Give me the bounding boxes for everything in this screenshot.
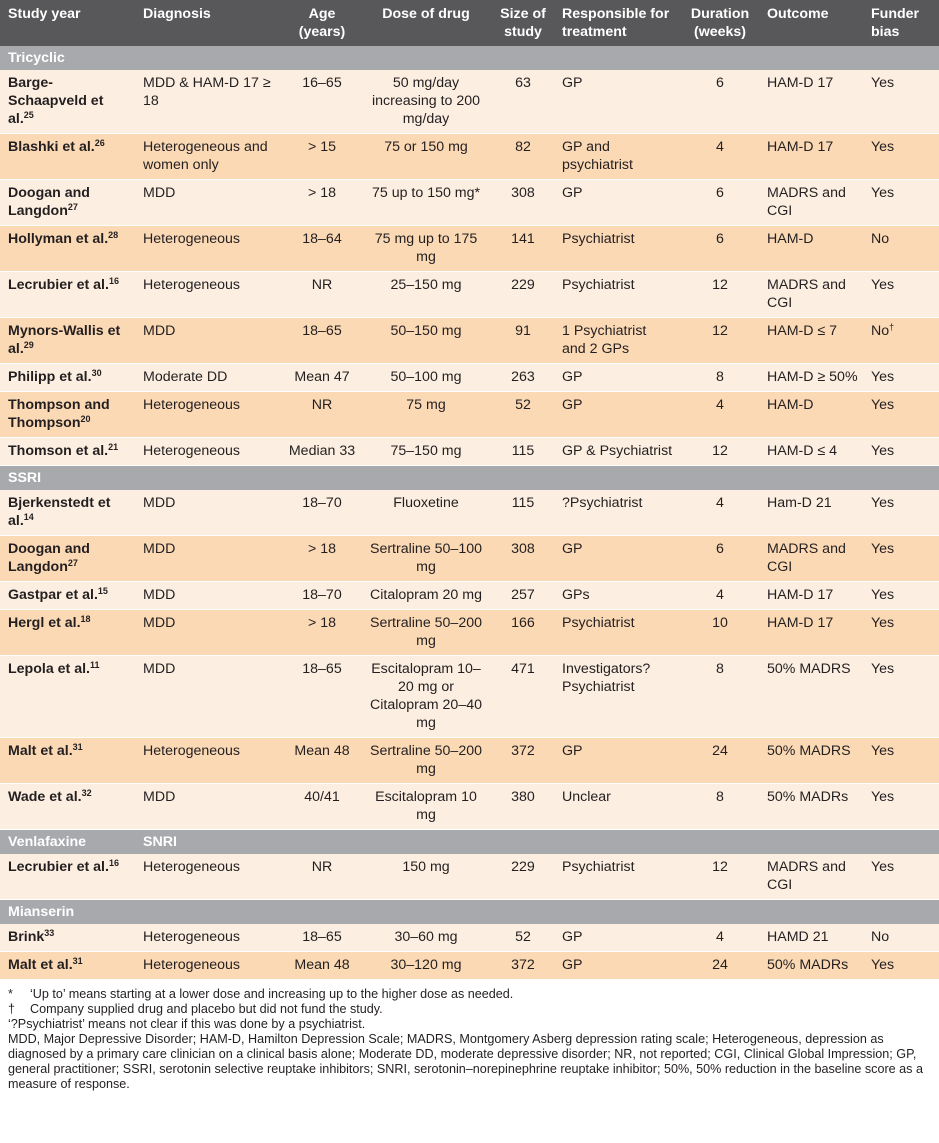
- funder-value: Yes: [871, 139, 895, 155]
- funder-cell: [863, 318, 939, 364]
- responsible-cell: Investigators? Psychiatrist: [554, 656, 677, 738]
- duration-cell: 6: [677, 70, 759, 134]
- size-cell: 229: [488, 272, 554, 318]
- column-header: Funder bias: [863, 0, 939, 46]
- size-cell: 372: [488, 738, 554, 784]
- outcome-cell: HAM-D: [759, 392, 863, 438]
- dose-cell: 30–60 mg: [360, 924, 488, 952]
- funder-value: Yes: [871, 443, 895, 459]
- outcome-cell: HAM-D 17: [759, 582, 863, 610]
- size-cell: 115: [488, 490, 554, 536]
- table-row: [0, 392, 939, 438]
- responsible-cell: GP: [554, 738, 677, 784]
- section-subtitle: SNRI: [135, 830, 939, 855]
- dose-cell: Sertraline 50–100 mg: [360, 536, 488, 582]
- dose-cell: Sertraline 50–200 mg: [360, 738, 488, 784]
- funder-cell: [863, 656, 939, 738]
- duration-cell: 6: [677, 226, 759, 272]
- diagnosis-cell: MDD: [135, 536, 280, 582]
- table-row: [0, 438, 939, 466]
- reference-number: 15: [97, 586, 108, 596]
- diagnosis-cell: Heterogeneous: [135, 226, 280, 272]
- diagnosis-cell: Heterogeneous: [135, 854, 280, 900]
- table-body: [0, 46, 939, 980]
- diagnosis-cell: MDD: [135, 490, 280, 536]
- section-subtitle: [135, 466, 939, 491]
- section-row: [0, 466, 939, 491]
- dose-cell: 50–100 mg: [360, 364, 488, 392]
- section-title: Mianserin: [0, 900, 135, 925]
- table-row: [0, 582, 939, 610]
- funder-value: Yes: [871, 185, 895, 201]
- table-row: [0, 924, 939, 952]
- table-row: [0, 610, 939, 656]
- size-cell: 471: [488, 656, 554, 738]
- study-cell: [0, 784, 135, 830]
- age-cell: Median 33: [280, 438, 360, 466]
- table-row: [0, 364, 939, 392]
- diagnosis-cell: Heterogeneous: [135, 438, 280, 466]
- funder-cell: [863, 784, 939, 830]
- diagnosis-cell: MDD: [135, 656, 280, 738]
- outcome-cell: MADRS and CGI: [759, 536, 863, 582]
- age-cell: 40/41: [280, 784, 360, 830]
- funder-cell: [863, 272, 939, 318]
- diagnosis-cell: Heterogeneous and women only: [135, 134, 280, 180]
- table-row: [0, 180, 939, 226]
- table-row: [0, 536, 939, 582]
- footnote-funding: † Company supplied drug and placebo but did not fund the study.: [8, 1002, 383, 1016]
- study-cell: [0, 134, 135, 180]
- responsible-cell: GP & Psychiatrist: [554, 438, 677, 466]
- funder-cell: [863, 134, 939, 180]
- outcome-cell: 50% MADRS: [759, 656, 863, 738]
- funder-cell: [863, 952, 939, 980]
- funder-value: No: [871, 323, 890, 339]
- table-footnotes: [0, 980, 939, 1092]
- outcome-cell: HAM-D ≤ 7: [759, 318, 863, 364]
- outcome-cell: MADRS and CGI: [759, 272, 863, 318]
- reference-number: 26: [94, 138, 105, 148]
- dose-cell: 75 up to 150 mg*: [360, 180, 488, 226]
- study-name: Brink: [8, 929, 45, 945]
- funder-cell: [863, 582, 939, 610]
- reference-number: 21: [108, 442, 119, 452]
- duration-cell: 4: [677, 134, 759, 180]
- diagnosis-cell: Moderate DD: [135, 364, 280, 392]
- reference-number: 29: [23, 340, 34, 350]
- funder-value: Yes: [871, 369, 895, 385]
- funder-cell: [863, 610, 939, 656]
- age-cell: Mean 48: [280, 738, 360, 784]
- diagnosis-cell: Heterogeneous: [135, 272, 280, 318]
- study-name: Wade et al.: [8, 789, 82, 805]
- reference-number: 20: [80, 414, 91, 424]
- study-cell: [0, 610, 135, 656]
- column-header: Outcome: [759, 0, 863, 46]
- duration-cell: 12: [677, 318, 759, 364]
- funder-cell: [863, 364, 939, 392]
- reference-number: 30: [91, 368, 102, 378]
- study-cell: [0, 738, 135, 784]
- study-name: Malt et al.: [8, 957, 73, 973]
- dose-cell: 50 mg/day increasing to 200 mg/day: [360, 70, 488, 134]
- responsible-cell: GP: [554, 924, 677, 952]
- size-cell: 52: [488, 392, 554, 438]
- size-cell: 372: [488, 952, 554, 980]
- size-cell: 52: [488, 924, 554, 952]
- funder-value: Yes: [871, 587, 895, 603]
- duration-cell: 10: [677, 610, 759, 656]
- study-name: Philipp et al.: [8, 369, 92, 385]
- funder-cell: [863, 854, 939, 900]
- age-cell: 18–65: [280, 318, 360, 364]
- duration-cell: 4: [677, 582, 759, 610]
- outcome-cell: MADRS and CGI: [759, 854, 863, 900]
- outcome-cell: 50% MADRS: [759, 738, 863, 784]
- funder-value: No: [871, 929, 890, 945]
- duration-cell: 8: [677, 784, 759, 830]
- duration-cell: 12: [677, 272, 759, 318]
- column-header: Age (years): [280, 0, 360, 46]
- table-row: [0, 226, 939, 272]
- table-header: [0, 0, 939, 46]
- study-cell: [0, 952, 135, 980]
- duration-cell: 6: [677, 536, 759, 582]
- funder-value: Yes: [871, 75, 895, 91]
- responsible-cell: GP: [554, 392, 677, 438]
- footnote-marker: †: [889, 322, 895, 332]
- funder-cell: [863, 438, 939, 466]
- section-title: SSRI: [0, 466, 135, 491]
- table-row: [0, 272, 939, 318]
- responsible-cell: Psychiatrist: [554, 226, 677, 272]
- table-row: [0, 134, 939, 180]
- study-name: Thomson et al.: [8, 443, 109, 459]
- age-cell: > 18: [280, 180, 360, 226]
- age-cell: 18–70: [280, 582, 360, 610]
- study-cell: [0, 226, 135, 272]
- reference-number: 16: [108, 276, 119, 286]
- responsible-cell: Psychiatrist: [554, 610, 677, 656]
- study-cell: [0, 70, 135, 134]
- study-name: Mynors-Wallis et al.: [8, 323, 121, 357]
- study-cell: [0, 438, 135, 466]
- size-cell: 263: [488, 364, 554, 392]
- size-cell: 380: [488, 784, 554, 830]
- study-name: Hollyman et al.: [8, 231, 109, 247]
- diagnosis-cell: MDD: [135, 582, 280, 610]
- duration-cell: 24: [677, 738, 759, 784]
- footnote-dose: * ‘Up to’ means starting at a lower dose and increasing up to the higher dose as needed.: [8, 987, 514, 1001]
- outcome-cell: HAM-D: [759, 226, 863, 272]
- funder-cell: [863, 924, 939, 952]
- funder-value: Yes: [871, 789, 895, 805]
- study-name: Thompson and Thompson: [8, 397, 110, 431]
- funder-value: Yes: [871, 743, 895, 759]
- column-header: Duration (weeks): [677, 0, 759, 46]
- table-row: [0, 70, 939, 134]
- size-cell: 63: [488, 70, 554, 134]
- duration-cell: 8: [677, 656, 759, 738]
- dose-cell: 75–150 mg: [360, 438, 488, 466]
- funder-cell: [863, 738, 939, 784]
- outcome-cell: HAM-D 17: [759, 610, 863, 656]
- outcome-cell: HAM-D 17: [759, 134, 863, 180]
- funder-cell: [863, 70, 939, 134]
- diagnosis-cell: MDD: [135, 610, 280, 656]
- age-cell: > 18: [280, 536, 360, 582]
- responsible-cell: GP and psychiatrist: [554, 134, 677, 180]
- dose-cell: 150 mg: [360, 854, 488, 900]
- column-header: Diagnosis: [135, 0, 280, 46]
- size-cell: 141: [488, 226, 554, 272]
- size-cell: 308: [488, 536, 554, 582]
- study-name: Lecrubier et al.: [8, 277, 109, 293]
- duration-cell: 8: [677, 364, 759, 392]
- diagnosis-cell: Heterogeneous: [135, 924, 280, 952]
- study-cell: [0, 536, 135, 582]
- table-row: [0, 784, 939, 830]
- section-title: Tricyclic: [0, 46, 135, 70]
- duration-cell: 4: [677, 490, 759, 536]
- outcome-cell: HAM-D ≤ 4: [759, 438, 863, 466]
- funder-cell: [863, 490, 939, 536]
- study-cell: [0, 318, 135, 364]
- dose-cell: 50–150 mg: [360, 318, 488, 364]
- age-cell: NR: [280, 272, 360, 318]
- responsible-cell: GPs: [554, 582, 677, 610]
- funder-value: No: [871, 231, 890, 247]
- table-row: [0, 656, 939, 738]
- table-row: [0, 738, 939, 784]
- study-cell: [0, 924, 135, 952]
- funder-value: Yes: [871, 397, 895, 413]
- size-cell: 257: [488, 582, 554, 610]
- study-name: Lepola et al.: [8, 661, 90, 677]
- outcome-cell: Ham-D 21: [759, 490, 863, 536]
- diagnosis-cell: Heterogeneous: [135, 952, 280, 980]
- diagnosis-cell: MDD: [135, 180, 280, 226]
- responsible-cell: GP: [554, 180, 677, 226]
- footnote-abbreviations: MDD, Major Depressive Disorder; HAM-D, Hamilton Depression Scale; MADRS, Montgomery Asberg depression rating scale; Heterogeneous, depression as diagnosed by a primary care clinician on a clinical basis alone; Moderate DD, moderate depressive disorder; NR, not reported; CGI, Clinical Global Impression; GP, general practitioner; SSRI, serotonin selective reuptake inhibitors; SNRI, serotonin–norepinephrine reuptake inhibitor; 50%, 50% reduction in the baseline score as a measure of response.: [8, 1032, 923, 1091]
- study-name: Lecrubier et al.: [8, 859, 109, 875]
- reference-number: 31: [72, 956, 83, 966]
- section-subtitle: [135, 46, 939, 70]
- dose-cell: 75 or 150 mg: [360, 134, 488, 180]
- age-cell: 18–70: [280, 490, 360, 536]
- duration-cell: 4: [677, 392, 759, 438]
- funder-cell: [863, 226, 939, 272]
- diagnosis-cell: Heterogeneous: [135, 392, 280, 438]
- outcome-cell: HAM-D ≥ 50%: [759, 364, 863, 392]
- reference-number: 28: [108, 230, 119, 240]
- table-row: [0, 854, 939, 900]
- column-header: Size of study: [488, 0, 554, 46]
- responsible-cell: GP: [554, 364, 677, 392]
- study-cell: [0, 656, 135, 738]
- size-cell: 91: [488, 318, 554, 364]
- section-row: [0, 900, 939, 925]
- age-cell: 16–65: [280, 70, 360, 134]
- study-name: Malt et al.: [8, 743, 73, 759]
- section-subtitle: [135, 900, 939, 925]
- size-cell: 82: [488, 134, 554, 180]
- funder-value: Yes: [871, 277, 895, 293]
- dose-cell: Escitalopram 10 mg: [360, 784, 488, 830]
- responsible-cell: GP: [554, 952, 677, 980]
- age-cell: 18–64: [280, 226, 360, 272]
- age-cell: 18–65: [280, 656, 360, 738]
- funder-cell: [863, 180, 939, 226]
- study-cell: [0, 392, 135, 438]
- column-header: Study year: [0, 0, 135, 46]
- responsible-cell: Unclear: [554, 784, 677, 830]
- outcome-cell: 50% MADRs: [759, 784, 863, 830]
- duration-cell: 12: [677, 854, 759, 900]
- diagnosis-cell: Heterogeneous: [135, 738, 280, 784]
- reference-number: 27: [67, 558, 78, 568]
- funder-value: Yes: [871, 859, 895, 875]
- funder-value: Yes: [871, 495, 895, 511]
- duration-cell: 24: [677, 952, 759, 980]
- responsible-cell: Psychiatrist: [554, 272, 677, 318]
- study-name: Blashki et al.: [8, 139, 95, 155]
- duration-cell: 4: [677, 924, 759, 952]
- study-name: Hergl et al.: [8, 615, 81, 631]
- study-name: Gastpar et al.: [8, 587, 98, 603]
- responsible-cell: GP: [554, 536, 677, 582]
- footnote-psychiatrist: ‘?Psychiatrist’ means not clear if this was done by a psychiatrist.: [8, 1017, 366, 1031]
- duration-cell: 12: [677, 438, 759, 466]
- dose-cell: 30–120 mg: [360, 952, 488, 980]
- dose-cell: Escitalopram 10–20 mg or Citalopram 20–40 mg: [360, 656, 488, 738]
- funder-cell: [863, 536, 939, 582]
- reference-number: 33: [44, 928, 55, 938]
- funder-cell: [863, 392, 939, 438]
- column-header: Responsible for treatment: [554, 0, 677, 46]
- age-cell: > 18: [280, 610, 360, 656]
- study-name: Bjerkenstedt et al.: [8, 495, 111, 529]
- diagnosis-cell: MDD: [135, 318, 280, 364]
- outcome-cell: MADRS and CGI: [759, 180, 863, 226]
- study-name: Doogan and Langdon: [8, 185, 90, 219]
- study-cell: [0, 854, 135, 900]
- study-name: Doogan and Langdon: [8, 541, 90, 575]
- dose-cell: Sertraline 50–200 mg: [360, 610, 488, 656]
- reference-number: 18: [80, 614, 91, 624]
- diagnosis-cell: MDD & HAM-D 17 ≥ 18: [135, 70, 280, 134]
- dose-cell: 75 mg: [360, 392, 488, 438]
- age-cell: Mean 47: [280, 364, 360, 392]
- age-cell: 18–65: [280, 924, 360, 952]
- age-cell: Mean 48: [280, 952, 360, 980]
- funder-value: Yes: [871, 541, 895, 557]
- reference-number: 31: [72, 742, 83, 752]
- duration-cell: 6: [677, 180, 759, 226]
- responsible-cell: ?Psychiatrist: [554, 490, 677, 536]
- dose-cell: Citalopram 20 mg: [360, 582, 488, 610]
- table-row: [0, 952, 939, 980]
- funder-value: Yes: [871, 957, 895, 973]
- table-row: [0, 490, 939, 536]
- reference-number: 25: [23, 110, 34, 120]
- section-row: [0, 46, 939, 70]
- responsible-cell: 1 Psychiatrist and 2 GPs: [554, 318, 677, 364]
- outcome-cell: HAMD 21: [759, 924, 863, 952]
- age-cell: > 15: [280, 134, 360, 180]
- study-cell: [0, 490, 135, 536]
- column-header: Dose of drug: [360, 0, 488, 46]
- responsible-cell: GP: [554, 70, 677, 134]
- age-cell: NR: [280, 854, 360, 900]
- reference-number: 16: [108, 858, 119, 868]
- diagnosis-cell: MDD: [135, 784, 280, 830]
- responsible-cell: Psychiatrist: [554, 854, 677, 900]
- study-cell: [0, 582, 135, 610]
- reference-number: 14: [23, 512, 34, 522]
- study-cell: [0, 272, 135, 318]
- study-cell: [0, 364, 135, 392]
- dose-cell: 75 mg up to 175 mg: [360, 226, 488, 272]
- reference-number: 27: [67, 202, 78, 212]
- outcome-cell: 50% MADRs: [759, 952, 863, 980]
- table-row: [0, 318, 939, 364]
- funder-value: Yes: [871, 661, 895, 677]
- dose-cell: 25–150 mg: [360, 272, 488, 318]
- section-title: Venlafaxine: [0, 830, 135, 855]
- reference-number: 32: [81, 788, 92, 798]
- dose-cell: Fluoxetine: [360, 490, 488, 536]
- size-cell: 166: [488, 610, 554, 656]
- outcome-cell: HAM-D 17: [759, 70, 863, 134]
- reference-number: 11: [90, 660, 100, 670]
- funder-value: Yes: [871, 615, 895, 631]
- size-cell: 308: [488, 180, 554, 226]
- size-cell: 229: [488, 854, 554, 900]
- section-row: [0, 830, 939, 855]
- age-cell: NR: [280, 392, 360, 438]
- study-cell: [0, 180, 135, 226]
- study-name: Barge-Schaapveld et al.: [8, 75, 104, 127]
- size-cell: 115: [488, 438, 554, 466]
